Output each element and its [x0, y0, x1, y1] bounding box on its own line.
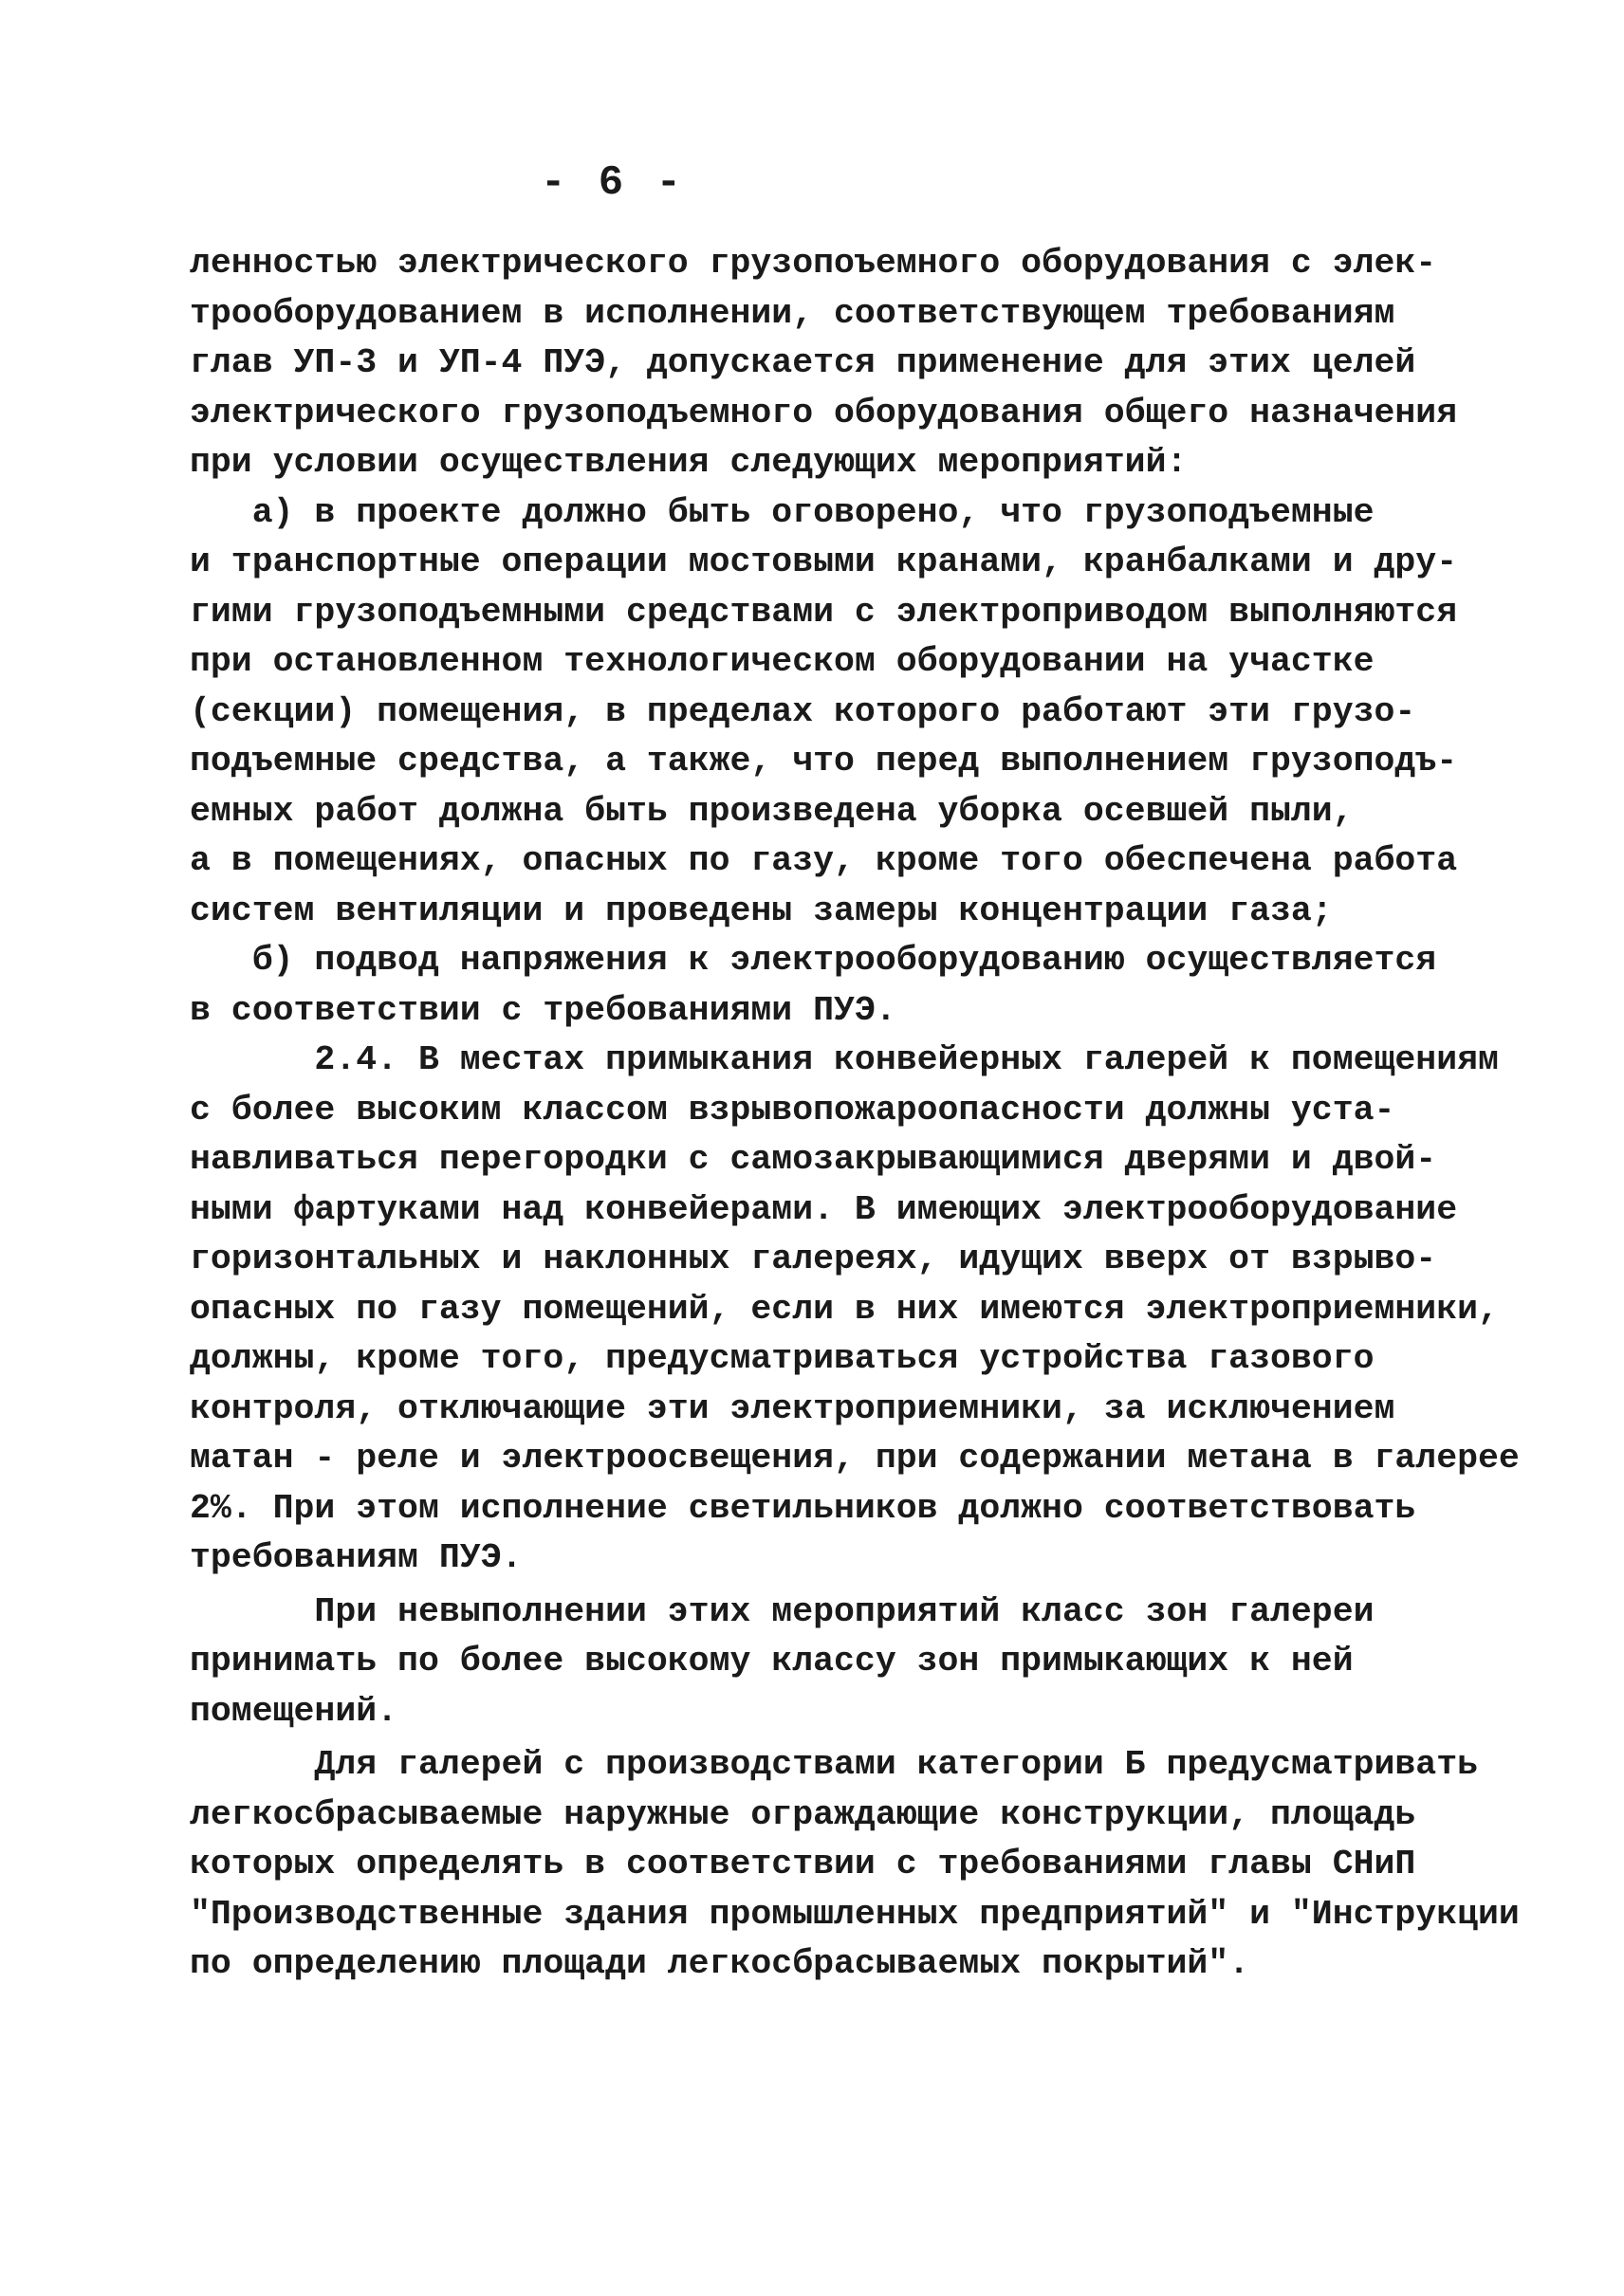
text-line: 2%. При этом исполнение светильников должно соответствовать: [190, 1488, 1416, 1528]
text-line: (секции) помещения, в пределах которого работают эти грузо-: [190, 691, 1416, 731]
text-line: по определению площади легкосбрасываемых покрытий".: [190, 1944, 1250, 1983]
text-line: требованиям ПУЭ.: [190, 1538, 523, 1577]
text-line: емных работ должна быть произведена уборка осевшей пыли,: [190, 791, 1354, 831]
text-line: трооборудованием в исполнении, соответствующем требованиям: [190, 293, 1395, 333]
text-line: опасных по газу помещений, если в них имеются электроприемники,: [190, 1289, 1499, 1329]
section-2-4-heading: 2.4. В местах примыкания конвейерных галерей к помещениям: [190, 1040, 1499, 1079]
text-line: при условии осуществления следующих мероприятий:: [190, 443, 1188, 482]
paragraph-start: При невыполнении этих мероприятий класс зон галереи: [190, 1591, 1375, 1631]
text-line: глав УП-3 и УП-4 ПУЭ, допускается применение для этих целей: [190, 343, 1416, 382]
text-line: "Производственные здания промышленных предприятий" и "Инструкции: [190, 1894, 1520, 1934]
text-line: гими грузоподъемными средствами с электроприводом выполняются: [190, 592, 1458, 632]
text-line: подъемные средства, а также, что перед выполнением грузоподъ-: [190, 742, 1458, 781]
text-line: навливаться перегородки с самозакрывающимися дверями и двой-: [190, 1140, 1437, 1179]
list-item-b: б) подвод напряжения к электрооборудованию осуществляется: [190, 941, 1437, 980]
text-line: контроля, отключающие эти электроприемники, за исключением: [190, 1388, 1395, 1428]
text-line: принимать по более высокому классу зон примыкающих к ней: [190, 1642, 1354, 1681]
text-line: горизонтальных и наклонных галереях, идущих вверх от взрыво-: [190, 1240, 1437, 1278]
text-line: должны, кроме того, предусматриваться устройства газового: [190, 1339, 1375, 1378]
text-line: которых определять в соответствии с требованиями главы СНиП: [190, 1845, 1416, 1883]
text-line: легкосбрасываемые наружные ограждающие конструкции, площадь: [190, 1794, 1416, 1834]
text-line: систем вентиляции и проведены замеры концентрации газа;: [190, 891, 1333, 930]
text-line: помещений.: [190, 1691, 398, 1731]
text-line: с более высоким классом взрывопожароопасности должны уста-: [190, 1090, 1395, 1130]
text-line: ленностью электрического грузопоъемного оборудования с элек-: [190, 244, 1437, 283]
document-body: [190, 239, 1520, 1990]
text-line: и транспортные операции мостовыми кранами, кранбалками и дру-: [190, 542, 1458, 581]
text-line: ными фартуками над конвейерами. В имеющих электрооборудование: [190, 1189, 1458, 1229]
text-line: а в помещениях, опасных по газу, кроме того обеспечена работа: [190, 841, 1458, 880]
page-number: - 6 -: [541, 159, 686, 207]
list-item-a: а) в проекте должно быть оговорено, что грузоподъемные: [190, 492, 1375, 532]
text-line: при остановленном технологическом оборудовании на участке: [190, 642, 1375, 681]
text-line: в соответствии с требованиями ПУЭ.: [190, 990, 896, 1030]
text-line: электрического грузоподъемного оборудования общего назначения: [190, 393, 1458, 432]
paragraph-start: Для галерей с производствами категории Б предусматривать: [190, 1745, 1479, 1784]
text-line: матан - реле и электроосвещения, при содержании метана в галерее: [190, 1439, 1520, 1478]
